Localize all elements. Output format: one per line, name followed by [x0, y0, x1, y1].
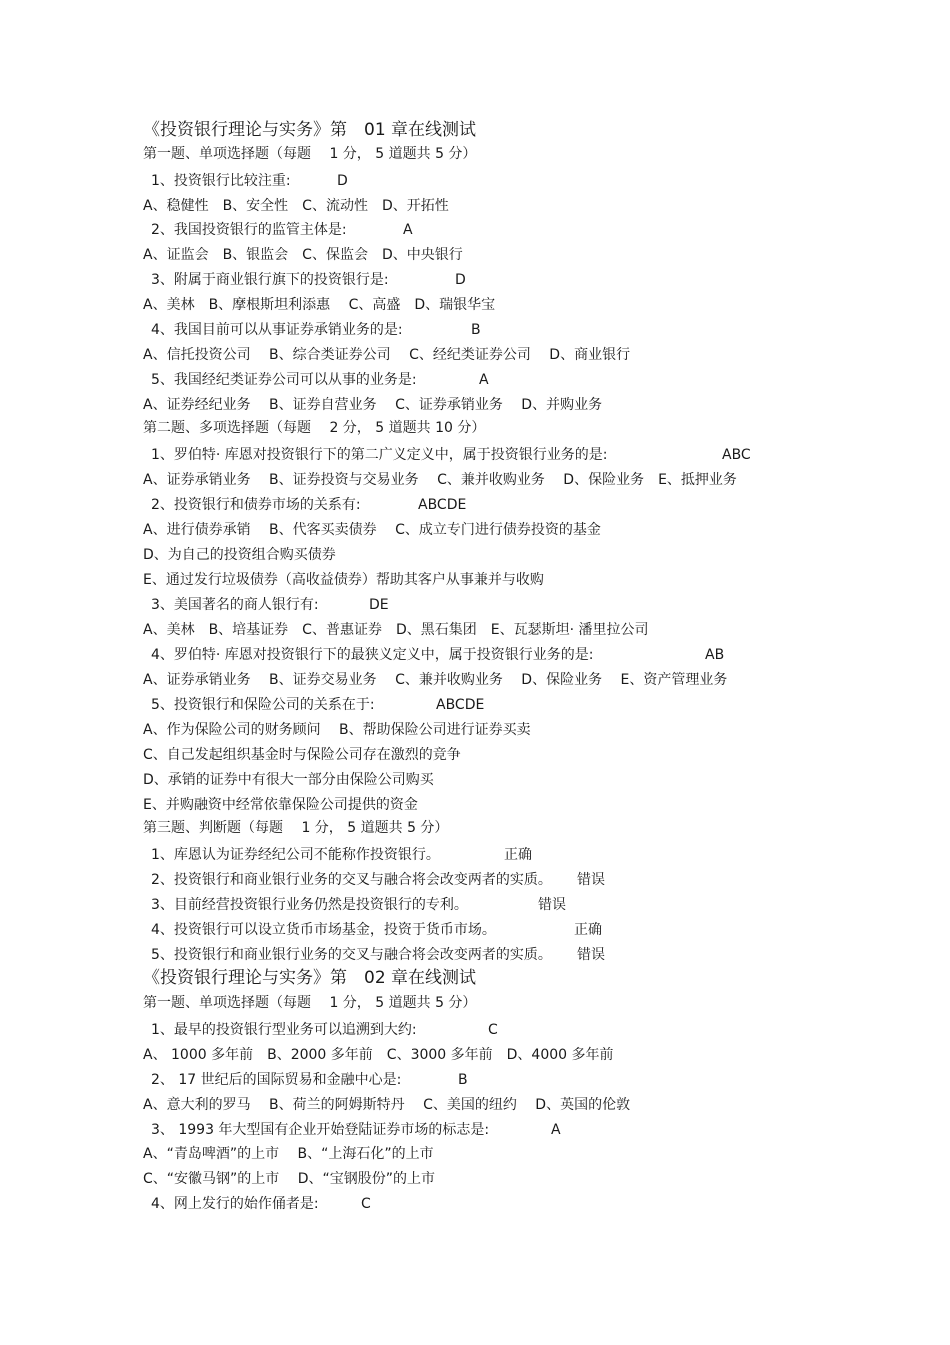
- question-text: 3、目前经营投资银行业务仍然是投资银行的专利。: [151, 897, 468, 913]
- question-answer: A: [403, 222, 413, 238]
- question-options: A、作为保险公司的财务顾问 B、帮助保险公司进行证券买卖: [143, 722, 531, 738]
- question-text: 5、投资银行和保险公司的关系在于:: [151, 697, 375, 713]
- section-heading: 第一题、单项选择题（每题 1 分， 5 道题共 5 分）: [143, 146, 477, 162]
- question-answer: B: [458, 1072, 468, 1088]
- question-answer: ABCDE: [418, 497, 467, 513]
- question-text: 3、 1993 年大型国有企业开始登陆证券市场的标志是:: [151, 1122, 490, 1138]
- question-options: A、证监会 B、银监会 C、保监会 D、中央银行: [143, 247, 463, 263]
- question-options: A、意大利的罗马 B、荷兰的阿姆斯特丹 C、美国的纽约 D、英国的伦敦: [143, 1097, 631, 1113]
- question-options: A、 1000 多年前 B、2000 多年前 C、3000 多年前 D、4000 多年前: [143, 1047, 614, 1063]
- question-text: 1、罗伯特· 库恩对投资银行下的第二广义定义中，属于投资银行业务的是:: [151, 447, 608, 463]
- question-answer: A: [479, 372, 489, 388]
- question-answer: 错误: [577, 872, 605, 888]
- question-answer: 正确: [504, 847, 532, 863]
- question-options: A、进行债券承销 B、代客买卖债券 C、成立专门进行债券投资的基金: [143, 522, 601, 538]
- section-heading: 第一题、单项选择题（每题 1 分， 5 道题共 5 分）: [143, 995, 477, 1011]
- question-text: 4、我国目前可以从事证券承销业务的是:: [151, 322, 403, 338]
- question-options: A、美林 B、摩根斯坦利添惠 C、高盛 D、瑞银华宝: [143, 297, 496, 313]
- question-answer: 正确: [574, 922, 602, 938]
- question-options: E、通过发行垃圾债券（高收益债券）帮助其客户从事兼并与收购: [143, 572, 544, 588]
- question-text: 1、库恩认为证券经纪公司不能称作投资银行。: [151, 847, 440, 863]
- question-answer: C: [488, 1022, 498, 1038]
- question-answer: 错误: [577, 947, 605, 963]
- question-text: 5、投资银行和商业银行业务的交叉与融合将会改变两者的实质。: [151, 947, 552, 963]
- question-answer: A: [551, 1122, 561, 1138]
- question-text: 4、投资银行可以设立货币市场基金，投资于货币市场。: [151, 922, 496, 938]
- section-heading: 第三题、判断题（每题 1 分， 5 道题共 5 分）: [143, 820, 449, 836]
- question-text: 2、 17 世纪后的国际贸易和金融中心是:: [151, 1072, 402, 1088]
- question-options: C、自己发起组织基金时与保险公司存在激烈的竞争: [143, 747, 461, 763]
- question-text: 2、投资银行和商业银行业务的交叉与融合将会改变两者的实质。: [151, 872, 552, 888]
- question-text: 2、我国投资银行的监管主体是:: [151, 222, 347, 238]
- question-text: 3、附属于商业银行旗下的投资银行是:: [151, 272, 389, 288]
- question-answer: ABCDE: [436, 697, 485, 713]
- question-options: D、为自己的投资组合购买债券: [143, 547, 336, 563]
- question-options: A、证券经纪业务 B、证券自营业务 C、证券承销业务 D、并购业务: [143, 397, 603, 413]
- section-heading: 第二题、多项选择题（每题 2 分， 5 道题共 10 分）: [143, 420, 486, 436]
- question-text: 1、最早的投资银行型业务可以追溯到大约:: [151, 1022, 417, 1038]
- question-options: A、“青岛啤酒”的上市 B、“上海石化”的上市: [143, 1146, 434, 1162]
- question-options: A、信托投资公司 B、综合类证券公司 C、经纪类证券公司 D、商业银行: [143, 347, 631, 363]
- question-options: E、并购融资中经常依靠保险公司提供的资金: [143, 797, 418, 813]
- chapter-title: 《投资银行理论与实务》第 01 章在线测试: [143, 120, 477, 140]
- question-options: A、证券承销业务 B、证券投资与交易业务 C、兼并收购业务 D、保险业务 E、抵押业务: [143, 472, 737, 488]
- question-text: 4、网上发行的始作俑者是:: [151, 1196, 319, 1212]
- question-answer: 错误: [538, 897, 566, 913]
- question-answer: B: [471, 322, 481, 338]
- question-text: 3、美国著名的商人银行有:: [151, 597, 319, 613]
- question-answer: ABC: [722, 447, 751, 463]
- chapter-title: 《投资银行理论与实务》第 02 章在线测试: [143, 968, 477, 988]
- question-answer: C: [361, 1196, 371, 1212]
- question-answer: DE: [369, 597, 389, 613]
- question-options: A、美林 B、培基证券 C、普惠证券 D、黑石集团 E、瓦瑟斯坦· 潘里拉公司: [143, 622, 649, 638]
- question-options: A、稳健性 B、安全性 C、流动性 D、开拓性: [143, 198, 449, 214]
- question-text: 5、我国经纪类证券公司可以从事的业务是:: [151, 372, 417, 388]
- question-options: C、“安徽马钢”的上市 D、“宝钢股份”的上市: [143, 1171, 436, 1187]
- question-options: D、承销的证券中有很大一部分由保险公司购买: [143, 772, 434, 788]
- question-answer: D: [337, 173, 348, 189]
- question-answer: AB: [705, 647, 725, 663]
- question-text: 2、投资银行和债券市场的关系有:: [151, 497, 361, 513]
- question-answer: D: [455, 272, 466, 288]
- question-options: A、证券承销业务 B、证券交易业务 C、兼并收购业务 D、保险业务 E、资产管理业务: [143, 672, 728, 688]
- question-text: 1、投资银行比较注重:: [151, 173, 291, 189]
- question-text: 4、罗伯特· 库恩对投资银行下的最狭义定义中，属于投资银行业务的是:: [151, 647, 594, 663]
